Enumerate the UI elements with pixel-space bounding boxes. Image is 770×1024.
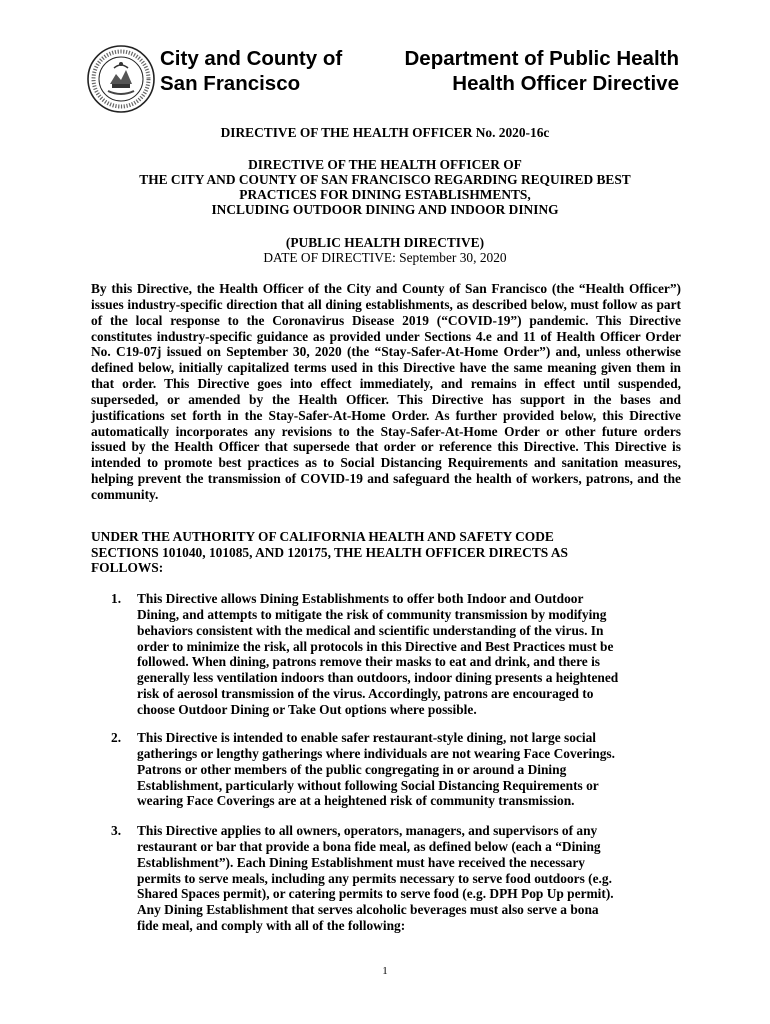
authority-line3: FOLLOWS: — [91, 560, 164, 575]
header-left-line1: City and County of — [160, 47, 343, 70]
line: restaurant or bar that provide a bona fide meal, as defined below (each a “Dining — [137, 838, 601, 854]
title-line1: DIRECTIVE OF THE HEALTH OFFICER OF — [248, 157, 522, 172]
header-right-line1: Department of Public Health — [404, 47, 679, 70]
line: generally less ventilation indoors than outdoors, indoor dining presents a heightened — [137, 670, 619, 686]
directive-title — [80, 157, 690, 217]
line: Dining, and attempts to mitigate the risk of community transmission by modifying — [137, 606, 607, 622]
list-item — [91, 591, 681, 718]
list-item-text — [137, 823, 681, 934]
line: Shared Spaces permit), or catering permits to serve food (e.g. DPH Pop Up permit). — [137, 886, 614, 902]
list-item-number: 2. — [111, 730, 122, 745]
title-line4: INCLUDING OUTDOOR DINING AND INDOOR DINING — [211, 202, 559, 217]
header-right-line2: Health Officer Directive — [452, 72, 679, 95]
line: choose Outdoor Dining or Take Out options where possible. — [137, 701, 477, 717]
directive-number: DIRECTIVE OF THE HEALTH OFFICER No. 2020-16c — [220, 125, 550, 140]
directive-date: DATE OF DIRECTIVE: September 30, 2020 — [263, 250, 507, 265]
header-left-line2: San Francisco — [160, 72, 301, 95]
title-line2: THE CITY AND COUNTY OF SAN FRANCISCO REGARDING REQUIRED BEST — [139, 172, 631, 187]
intro-paragraph: By this Directive, the Health Officer of the City and County of San Francisco (the “Health Officer”) issues industry-specific direction that all dining establishments, as described below, must follow as part of the local response to the Coronavirus Disease 2019 (“COVID-19”) pandemic. This Directive constitutes industry-specific guidance as provided under Sections 4.e and 11 of Health Officer Order No. C19-07j issued on September 30, 2020 (the “Stay-Safer-At-Home Order”) and, unless otherwise defined below, initially capitalized terms used in this Directive have the same meaning given them in that order. This Directive goes into effect immediately, and remains in effect until suspended, superseded, or amended by the Health Officer. This Directive has support in the bases and justifications set forth in the Stay-Safer-At-Home Order. As further provided below, this Directive automatically incorporates any revisions to the Stay-Safer-At-Home Order or other future orders issued by the Health Officer that supersede that order or reference this Directive. This Directive is intended to promote best practices as to Social Distancing Requirements and sanitation measures, helping prevent the transmission of COVID-19 and safeguard the health of workers, patrons, and the community. — [91, 281, 681, 502]
line: permits to serve meals, including any permits necessary to serve food outdoors (e.g. — [137, 870, 612, 886]
line: risk of aerosol transmission of the virus. Accordingly, patrons are encouraged to — [137, 686, 594, 702]
line: gatherings or lengthy gatherings where individuals are not wearing Face Coverings. — [137, 745, 615, 761]
city-seal-icon — [86, 44, 156, 114]
public-health-directive-label: (PUBLIC HEALTH DIRECTIVE) — [285, 235, 485, 250]
line: behaviors consistent with the medical and scientific understanding of the virus. In — [137, 622, 604, 638]
list-item-text — [137, 591, 681, 718]
authority-line2: SECTIONS 101040, 101085, AND 120175, THE HEALTH OFFICER DIRECTS AS — [91, 544, 568, 560]
line: This Directive is intended to enable safer restaurant-style dining, not large social — [137, 730, 596, 745]
line: wearing Face Coverings are at a heightened risk of community transmission. — [137, 793, 575, 809]
line: Any Dining Establishment that serves alcoholic beverages must also serve a bona — [137, 902, 599, 918]
header-department — [404, 46, 679, 96]
list-item — [91, 823, 681, 934]
authority-heading — [91, 529, 681, 576]
line: Patrons or other members of the public congregating in or around a Dining — [137, 761, 567, 777]
list-item-number: 1. — [111, 591, 122, 606]
line: Establishment, particularly without following Social Distancing Requirements or — [137, 777, 599, 793]
authority-line1: UNDER THE AUTHORITY OF CALIFORNIA HEALTH AND SAFETY CODE — [91, 529, 554, 544]
header-city-county — [160, 46, 342, 96]
list-item-number: 3. — [111, 823, 122, 838]
line: Establishment”). Each Dining Establishment must have received the necessary — [137, 854, 585, 870]
line: This Directive allows Dining Establishments to offer both Indoor and Outdoor — [137, 591, 584, 606]
title-line3: PRACTICES FOR DINING ESTABLISHMENTS, — [239, 187, 531, 202]
line: order to minimize the risk, all protocols in this Directive and Best Practices must be — [137, 638, 614, 654]
line: followed. When dining, patrons remove their masks to eat and drink, and there is — [137, 654, 601, 670]
page-number: 1 — [382, 965, 388, 977]
line: This Directive applies to all owners, operators, managers, and supervisors of any — [137, 823, 598, 838]
list-item-text — [137, 730, 681, 809]
line: fide meal, and comply with all of the following: — [137, 918, 406, 934]
list-item — [91, 730, 681, 809]
